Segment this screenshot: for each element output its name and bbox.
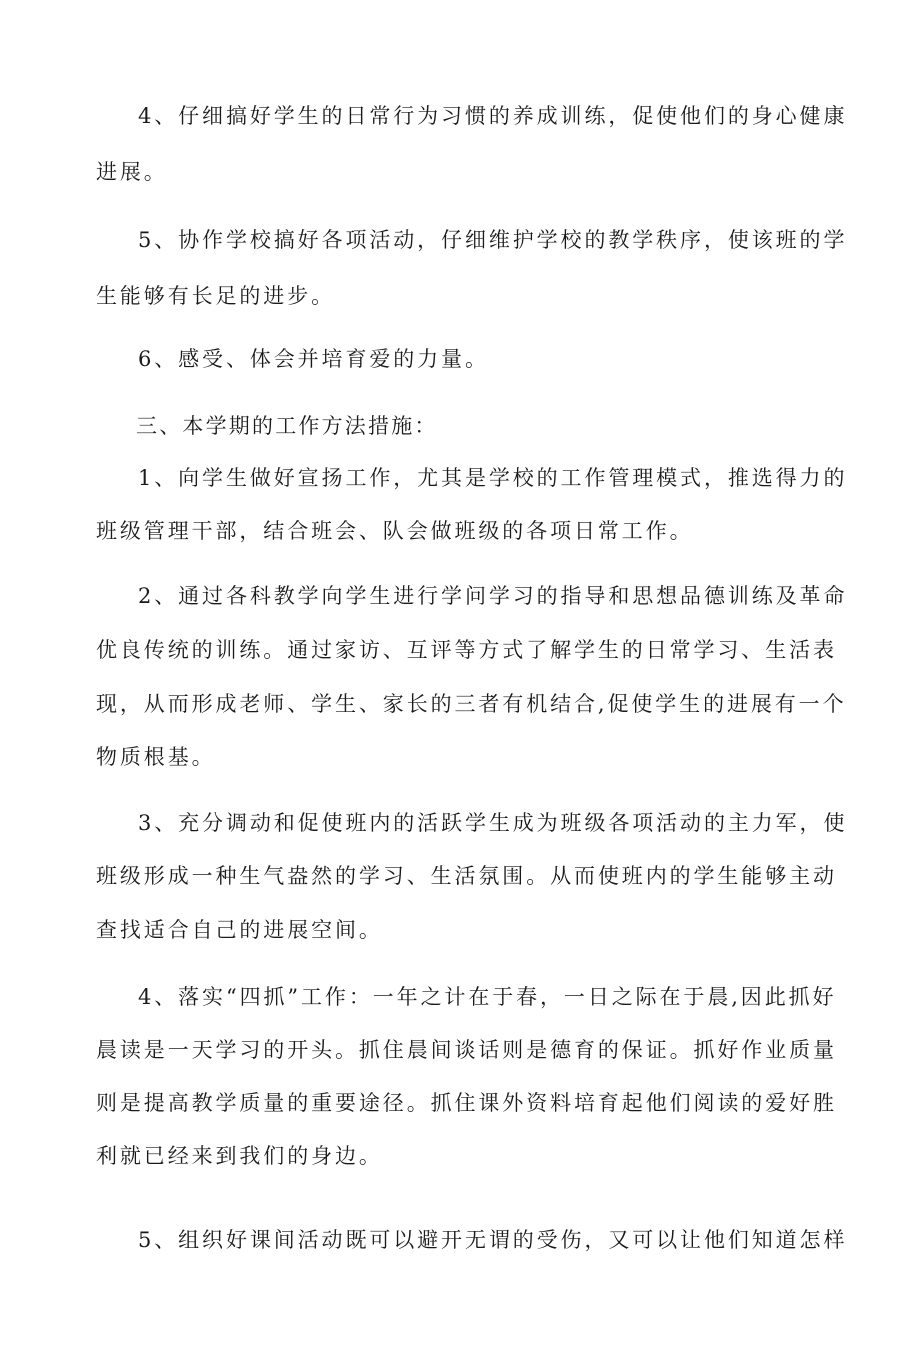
paragraph-line: 进展。 [96, 160, 168, 184]
paragraph-line: 4、仔细搞好学生的日常行为习惯的养成训练，促使他们的身心健康 [138, 104, 848, 128]
paragraph-line: 则是提高教学质量的重要途径。抓住课外资料培育起他们阅读的爱好胜 [96, 1091, 837, 1115]
paragraph-line: 3、充分调动和促使班内的活跃学生成为班级各项活动的主力军，使 [138, 811, 848, 835]
paragraph-line: 班级管理干部，结合班会、队会做班级的各项日常工作。 [96, 519, 694, 543]
paragraph-line: 现，从而形成老师、学生、家长的三者有机结合,促使学生的进展有一个 [96, 692, 847, 716]
paragraph-line: 4、落实“四抓”工作：一年之计在于春，一日之际在于晨,因此抓好 [138, 985, 837, 1009]
paragraph-line: 优良传统的训练。通过家访、互评等方式了解学生的日常学习、生活表 [96, 638, 837, 662]
paragraph-line: 2、通过各科教学向学生进行学问学习的指导和思想品德训练及革命 [138, 584, 848, 608]
paragraph-line: 查找适合自己的进展空间。 [96, 918, 383, 942]
paragraph-line: 利就已经来到我们的身边。 [96, 1144, 383, 1168]
paragraph-line: 班级形成一种生气盎然的学习、生活氛围。从而使班内的学生能够主动 [96, 864, 837, 888]
paragraph-line: 物质根基。 [96, 745, 216, 769]
paragraph-line: 晨读是一天学习的开头。抓住晨间谈话则是德育的保证。抓好作业质量 [96, 1038, 837, 1062]
paragraph-line: 6、感受、体会并培育爱的力量。 [138, 347, 489, 371]
paragraph-line: 1、向学生做好宣扬工作，尤其是学校的工作管理模式，推选得力的 [138, 466, 848, 490]
section-heading: 三、本学期的工作方法措施： [136, 414, 438, 438]
paragraph-line: 5、组织好课间活动既可以避开无谓的受伤，又可以让他们知道怎样 [138, 1228, 848, 1252]
paragraph-line: 生能够有长足的进步。 [96, 284, 335, 308]
paragraph-line: 5、协作学校搞好各项活动，仔细维护学校的教学秩序，使该班的学 [138, 228, 848, 252]
